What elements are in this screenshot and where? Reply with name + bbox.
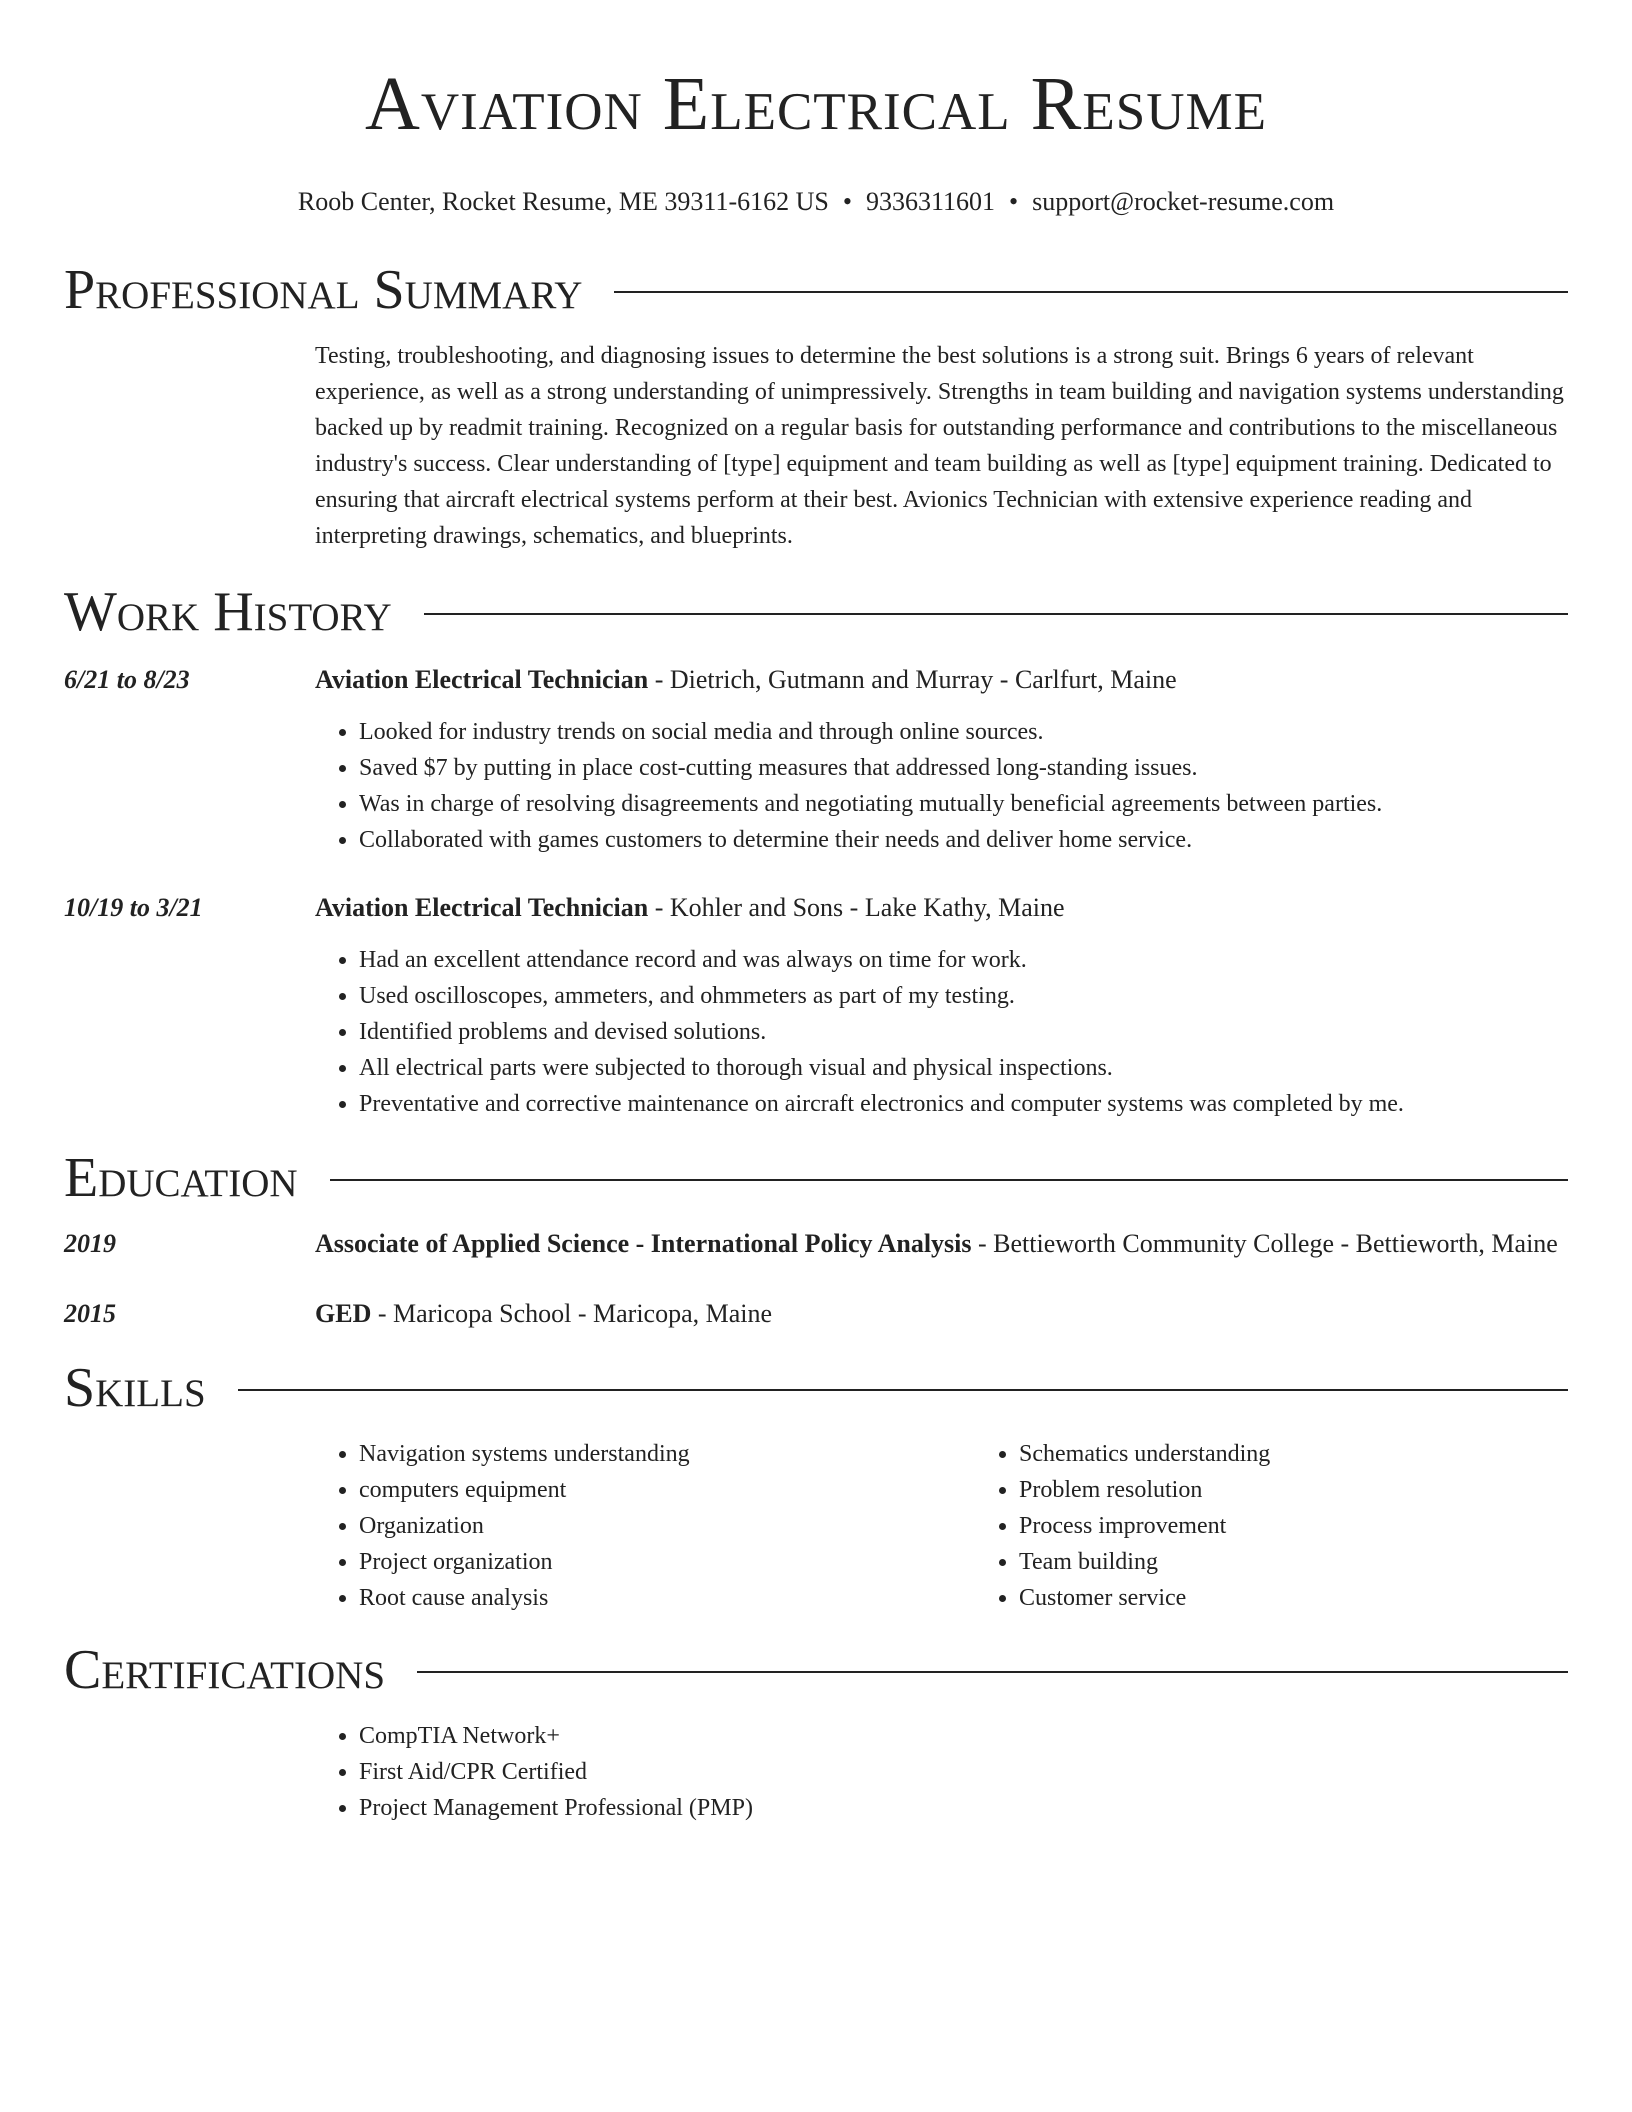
list-item: • First Aid/CPR Certified xyxy=(359,1754,1568,1790)
job-bullets xyxy=(315,942,1568,1122)
contact-line xyxy=(64,184,1568,220)
section-title: Skills xyxy=(64,1357,206,1419)
job-bullets xyxy=(315,714,1568,858)
list-item: • Root cause analysis xyxy=(359,1580,975,1616)
section-title: Work History xyxy=(64,581,392,643)
education-entry xyxy=(64,1294,1568,1334)
contact-address: Roob Center, Rocket Resume, ME 39311-6162 US xyxy=(297,187,829,216)
section-rule xyxy=(330,1179,1568,1181)
education-entry xyxy=(64,1224,1568,1264)
job-entry xyxy=(64,888,1568,928)
job-header xyxy=(315,888,1568,928)
section-title: Professional Summary xyxy=(64,259,583,321)
education-year: 2015 xyxy=(64,1299,116,1328)
section-certifications xyxy=(64,1638,1568,1702)
contact-phone: 9336311601 xyxy=(865,187,996,216)
skills-column-right xyxy=(975,1436,1632,1616)
resume-name: Aviation Electrical Resume xyxy=(365,62,1267,146)
section-education xyxy=(64,1146,1568,1210)
list-item: • Project organization xyxy=(359,1544,975,1580)
skills-column-left xyxy=(315,1436,975,1616)
job-details: - Kohler and Sons - Lake Kathy, Maine xyxy=(648,893,1065,922)
section-title: Education xyxy=(64,1147,298,1209)
list-item: • Process improvement xyxy=(1019,1508,1632,1544)
section-rule xyxy=(417,1671,1568,1673)
job-details: - Dietrich, Gutmann and Murray - Carlfurt, Maine xyxy=(648,665,1177,694)
education-degree: GED xyxy=(315,1299,372,1328)
list-item: • All electrical parts were subjected to thorough visual and physical inspections. xyxy=(359,1050,1568,1086)
list-item: • Was in charge of resolving disagreements and negotiating mutually beneficial agreements between parties. xyxy=(359,786,1568,822)
list-item: • Looked for industry trends on social media and through online sources. xyxy=(359,714,1568,750)
section-title: Certifications xyxy=(64,1639,386,1701)
list-item: • Had an excellent attendance record and was always on time for work. xyxy=(359,942,1568,978)
list-item: • Used oscilloscopes, ammeters, and ohmmeters as part of my testing. xyxy=(359,978,1568,1014)
list-item: • Saved $7 by putting in place cost-cutting measures that addressed long-standing issues. xyxy=(359,750,1568,786)
list-item: • computers equipment xyxy=(359,1472,975,1508)
list-item: • Problem resolution xyxy=(1019,1472,1632,1508)
list-item: • Preventative and corrective maintenance on aircraft electronics and computer systems was completed by me. xyxy=(359,1086,1568,1122)
summary-text: Testing, troubleshooting, and diagnosing issues to determine the best solutions is a strong suit. Brings 6 years of relevant experience, as well as a strong understanding of unimpressively. Strengths in team building and navigation systems understanding backed up by readmit training. Recognized on a regular basis for outstanding performance and contributions to the miscellaneous industry's success. Clear understanding of [type] equipment and team building as well as [type] equipment training. Dedicated to ensuring that aircraft electrical systems perform at their best. Avionics Technician with extensive experience reading and interpreting drawings, schematics, and blueprints. xyxy=(315,343,1564,549)
section-rule xyxy=(614,291,1568,293)
job-header xyxy=(315,660,1568,700)
job-role: Aviation Electrical Technician xyxy=(315,893,649,922)
education-details: - Maricopa School - Maricopa, Maine xyxy=(371,1299,773,1328)
job-entry xyxy=(64,660,1568,700)
job-dates: 6/21 to 8/23 xyxy=(64,665,190,694)
section-skills xyxy=(64,1356,1568,1420)
list-item: • Navigation systems understanding xyxy=(359,1436,975,1472)
education-header xyxy=(315,1294,1568,1334)
list-item: • CompTIA Network+ xyxy=(359,1718,1568,1754)
section-professional-summary xyxy=(64,258,1568,322)
contact-email: support@rocket-resume.com xyxy=(1032,187,1335,216)
job-role: Aviation Electrical Technician xyxy=(315,665,649,694)
list-item: • Identified problems and devised solutions. xyxy=(359,1014,1568,1050)
job-dates: 10/19 to 3/21 xyxy=(64,893,203,922)
section-rule xyxy=(424,613,1568,615)
list-item: • Organization xyxy=(359,1508,975,1544)
list-item: • Customer service xyxy=(1019,1580,1632,1616)
education-header xyxy=(315,1224,1568,1264)
skills-grid xyxy=(315,1436,1568,1616)
education-degree: Associate of Applied Science - International Policy Analysis xyxy=(315,1229,972,1258)
list-item: • Collaborated with games customers to determine their needs and deliver home service. xyxy=(359,822,1568,858)
list-item: • Schematics understanding xyxy=(1019,1436,1632,1472)
list-item: • Team building xyxy=(1019,1544,1632,1580)
section-work-history xyxy=(64,580,1568,644)
contact-separator: • xyxy=(1009,187,1019,216)
list-item: • Project Management Professional (PMP) xyxy=(359,1790,1568,1826)
contact-separator: • xyxy=(842,187,852,216)
education-details: - Bettieworth Community College - Bettieworth, Maine xyxy=(971,1229,1558,1258)
certifications-list xyxy=(315,1718,1568,1826)
education-year: 2019 xyxy=(64,1229,116,1258)
section-rule xyxy=(238,1389,1568,1391)
